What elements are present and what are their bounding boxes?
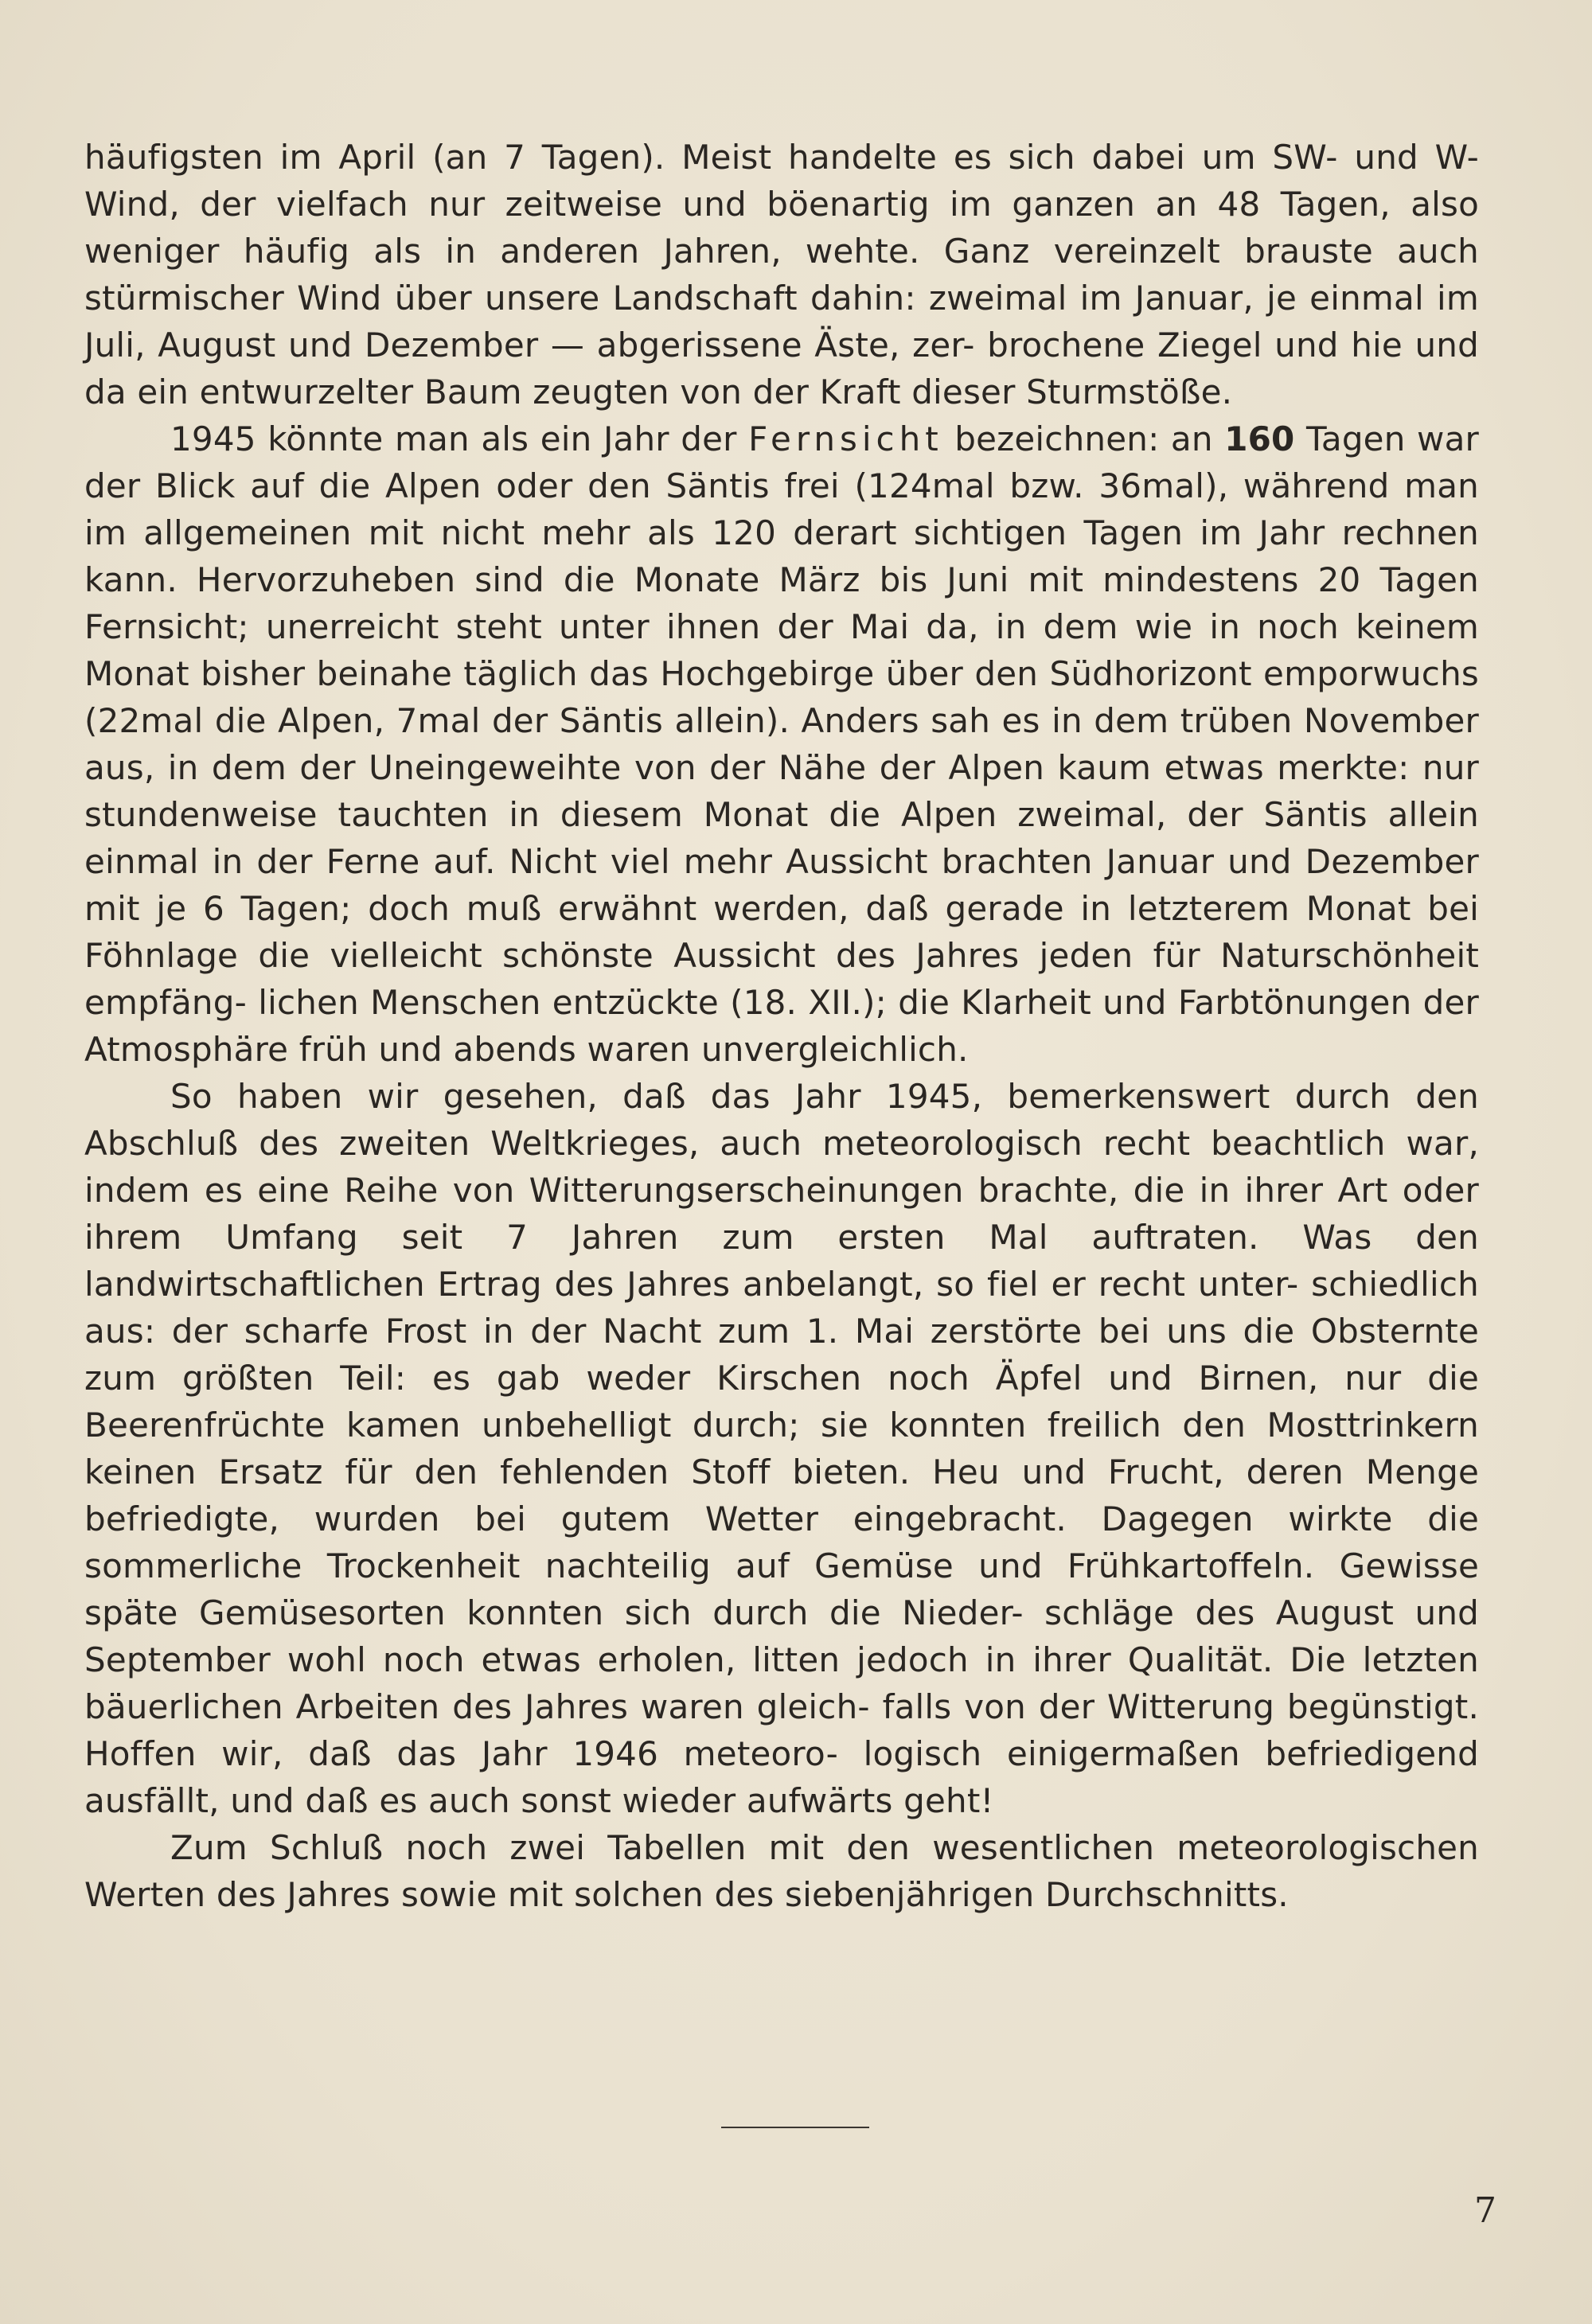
paragraph-fernsicht bbox=[84, 415, 1479, 1073]
page-number: 7 bbox=[1474, 2190, 1496, 2231]
fernsicht-text-start: 1945 könnte man als ein Jahr der bbox=[170, 419, 749, 458]
body-text bbox=[84, 134, 1479, 1918]
paragraph-closing: Zum Schluß noch zwei Tabellen mit den wesentlichen meteorologischen Werten des Jahres sowie mit solchen des siebenjährigen Durchschnitts. bbox=[84, 1828, 1479, 1914]
paragraph-summary: So haben wir gesehen, daß das Jahr 1945, bemerkenswert durch den Abschluß des zweiten Weltkrieges, auch meteorologisch recht beachtlich war, indem es eine Reihe von Witterungserscheinungen brachte, die in ihrer Art oder ihrem Umfang seit 7 Jahren zum ersten Mal auftraten. Was den landwirtschaftlichen Ertrag des Jahres anbelangt, so fiel er recht unter- schiedlich aus: der scharfe Frost in der Nacht zum 1. Mai zerstörte bei uns die Obsternte zum größten Teil: es gab weder Kirschen noch Äpfel und Birnen, nur die Beerenfrüchte kamen unbehelligt durch; sie konnten freilich den Mosttrinkern keinen Ersatz für den fehlenden Stoff bieten. Heu und Frucht, deren Menge befriedigte, wurden bei gutem Wetter eingebracht. Dagegen wirkte die sommerliche Trockenheit nachteilig auf Gemüse und Frühkartoffeln. Gewisse späte Gemüsesorten konnten sich durch die Nieder- schläge des August und September wohl noch etwas erholen, litten jedoch in ihrer Qualität. Die letzten bäuerlichen Arbeiten des Jahres waren gleich- falls von der Witterung begünstigt. Hoffen wir, daß das Jahr 1946 meteoro- logisch einigermaßen befriedigend ausfällt, und daß es auch sonst wieder aufwärts geht! bbox=[84, 1077, 1479, 1820]
fernsicht-text-mid: bezeichnen: an bbox=[942, 419, 1225, 458]
fernsicht-text-end: Tagen war der Blick auf die Alpen oder den Säntis frei (124mal bzw. 36mal), während man im allgemeinen mit nicht mehr als 120 derart sichtigen Tagen im Jahr rechnen kann. Hervorzuheben sind die Monate März bis Juni mit mindestens 20 Tagen Fernsicht; unerreicht steht unter ihnen der Mai da, in dem wie in noch keinem Monat bisher beinahe täglich das Hochgebirge über den Südhorizont emporwuchs (22mal die Alpen, 7mal der Säntis allein). Anders sah es in dem trüben November aus, in dem der Uneingeweihte von der Nähe der Alpen kaum etwas merkte: nur stundenweise tauchten in diesem Monat die Alpen zweimal, der Säntis allein einmal in der Ferne auf. Nicht viel mehr Aussicht brachten Januar und Dezember mit je 6 Tagen; doch muß erwähnt werden, daß gerade in letzterem Monat bei Föhnlage die vielleicht schönste Aussicht des Jahres jeden für Naturschönheit empfäng- lichen Menschen entzückte (18. XII.); die Klarheit und Farbtönungen der Atmosphäre früh und abends waren unvergleichlich. bbox=[84, 419, 1480, 1069]
section-divider bbox=[721, 2127, 869, 2128]
paragraph-wind: häufigsten im April (an 7 Tagen). Meist handelte es sich dabei um SW- und W-Wind, der vielfach nur zeitweise und böenartig im ganzen an 48 Tagen, also weniger häufig als in anderen Jahren, wehte. Ganz vereinzelt brauste auch stürmischer Wind über unsere Landschaft dahin: zweimal im Januar, je einmal im Juli, August und Dezember — abgerissene Äste, zer- brochene Ziegel und hie und da ein entwurzelter Baum zeugten von der Kraft dieser Sturmstöße. bbox=[84, 138, 1479, 411]
fernsicht-day-count: 160 bbox=[1224, 419, 1295, 458]
fernsicht-emphasis: Fernsicht bbox=[748, 419, 943, 458]
